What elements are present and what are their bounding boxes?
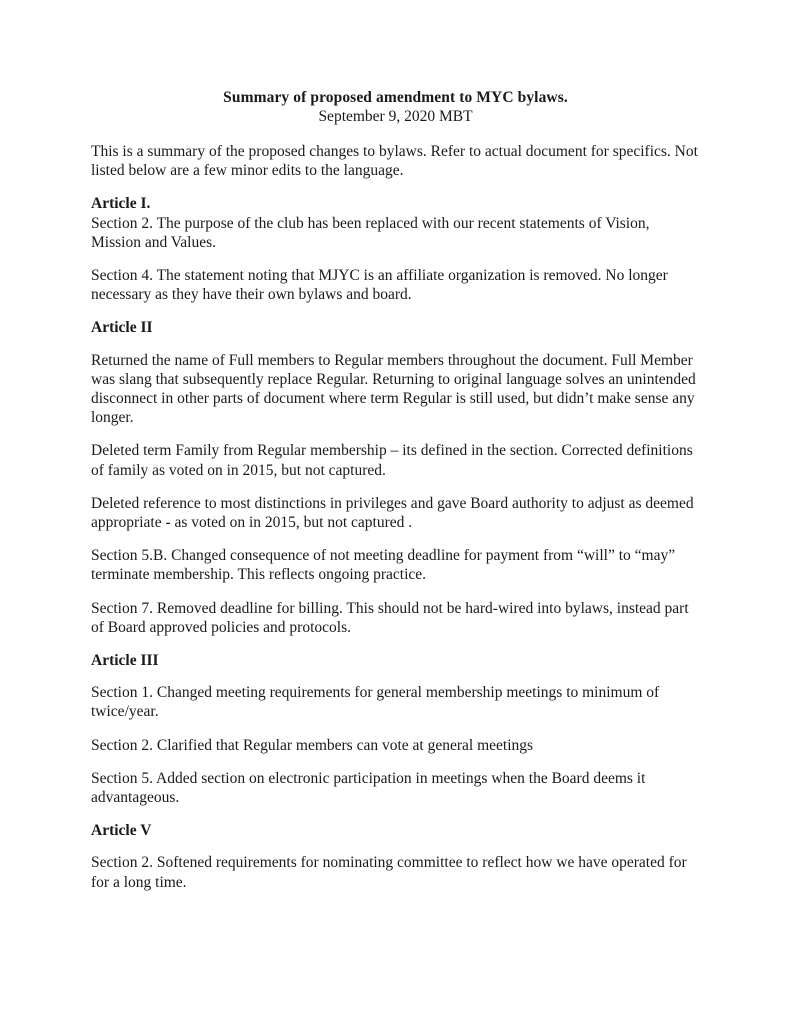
- section-heading: Article III: [91, 652, 159, 670]
- spacer: [91, 338, 700, 351]
- section-heading: Article II: [91, 319, 153, 337]
- section-heading: Article V: [91, 822, 152, 840]
- section-article-5: [91, 821, 700, 892]
- section-paragraph: Returned the name of Full members to Regular members throughout the document. Full Member was slang that subsequently replace Regular. Returning to original language solves an unintended disconnect in other parts of document where term Regular is still used, but didn’t make sense any longer.: [91, 351, 696, 427]
- section-article-1: [91, 194, 700, 304]
- section-paragraph: Deleted reference to most distinctions in privileges and gave Board authority to adjust as deemed appropriate - as voted on in 2015, but not captured .: [91, 494, 694, 532]
- page-title: Summary of proposed amendment to MYC bylaws.: [223, 89, 568, 106]
- spacer: [91, 840, 700, 853]
- section-paragraph: Deleted term Family from Regular membership – its defined in the section. Corrected definitions of family as voted on in 2015, but not captured.: [91, 442, 693, 479]
- spacer: [91, 252, 700, 266]
- intro-paragraph: This is a summary of the proposed changes to bylaws. Refer to actual document for specifics. Not listed below are a few minor edits to the language.: [91, 143, 698, 180]
- section-article-3: [91, 651, 700, 807]
- section-article-2: [91, 318, 700, 637]
- spacer: [91, 480, 700, 494]
- spacer: [91, 807, 700, 821]
- section-paragraph: Section 1. Changed meeting requirements for general membership meetings to minimum of twice/year.: [91, 684, 660, 721]
- spacer: [91, 180, 700, 194]
- spacer: [91, 126, 700, 142]
- spacer: [91, 670, 700, 683]
- spacer: [91, 722, 700, 736]
- section-heading: Article I.: [91, 195, 151, 213]
- spacer: [91, 585, 700, 599]
- section-paragraph: Section 2. The purpose of the club has been replaced with our recent statements of Vision, Mission and Values.: [91, 214, 650, 251]
- section-paragraph: Section 2. Clarified that Regular members can vote at general meetings: [91, 736, 534, 754]
- spacer: [91, 427, 700, 441]
- page-subtitle: September 9, 2020 MBT: [318, 108, 473, 125]
- section-paragraph: Section 5. Added section on electronic participation in meetings when the Board deems it advantageous.: [91, 769, 646, 807]
- section-paragraph: Section 2. Softened requirements for nominating committee to reflect how we have operated for for a long time.: [91, 854, 687, 891]
- spacer: [91, 304, 700, 318]
- section-paragraph: Section 4. The statement noting that MJYC is an affiliate organization is removed. No longer necessary as they have their own bylaws and board.: [91, 267, 668, 304]
- spacer: [91, 755, 700, 769]
- section-paragraph: Section 5.B. Changed consequence of not meeting deadline for payment from “will” to “may” terminate membership. This reflects ongoing practice.: [91, 547, 676, 584]
- spacer: [91, 637, 700, 651]
- spacer: [91, 532, 700, 546]
- section-paragraph: Section 7. Removed deadline for billing. This should not be hard-wired into bylaws, instead part of Board approved policies and protocols.: [91, 599, 689, 636]
